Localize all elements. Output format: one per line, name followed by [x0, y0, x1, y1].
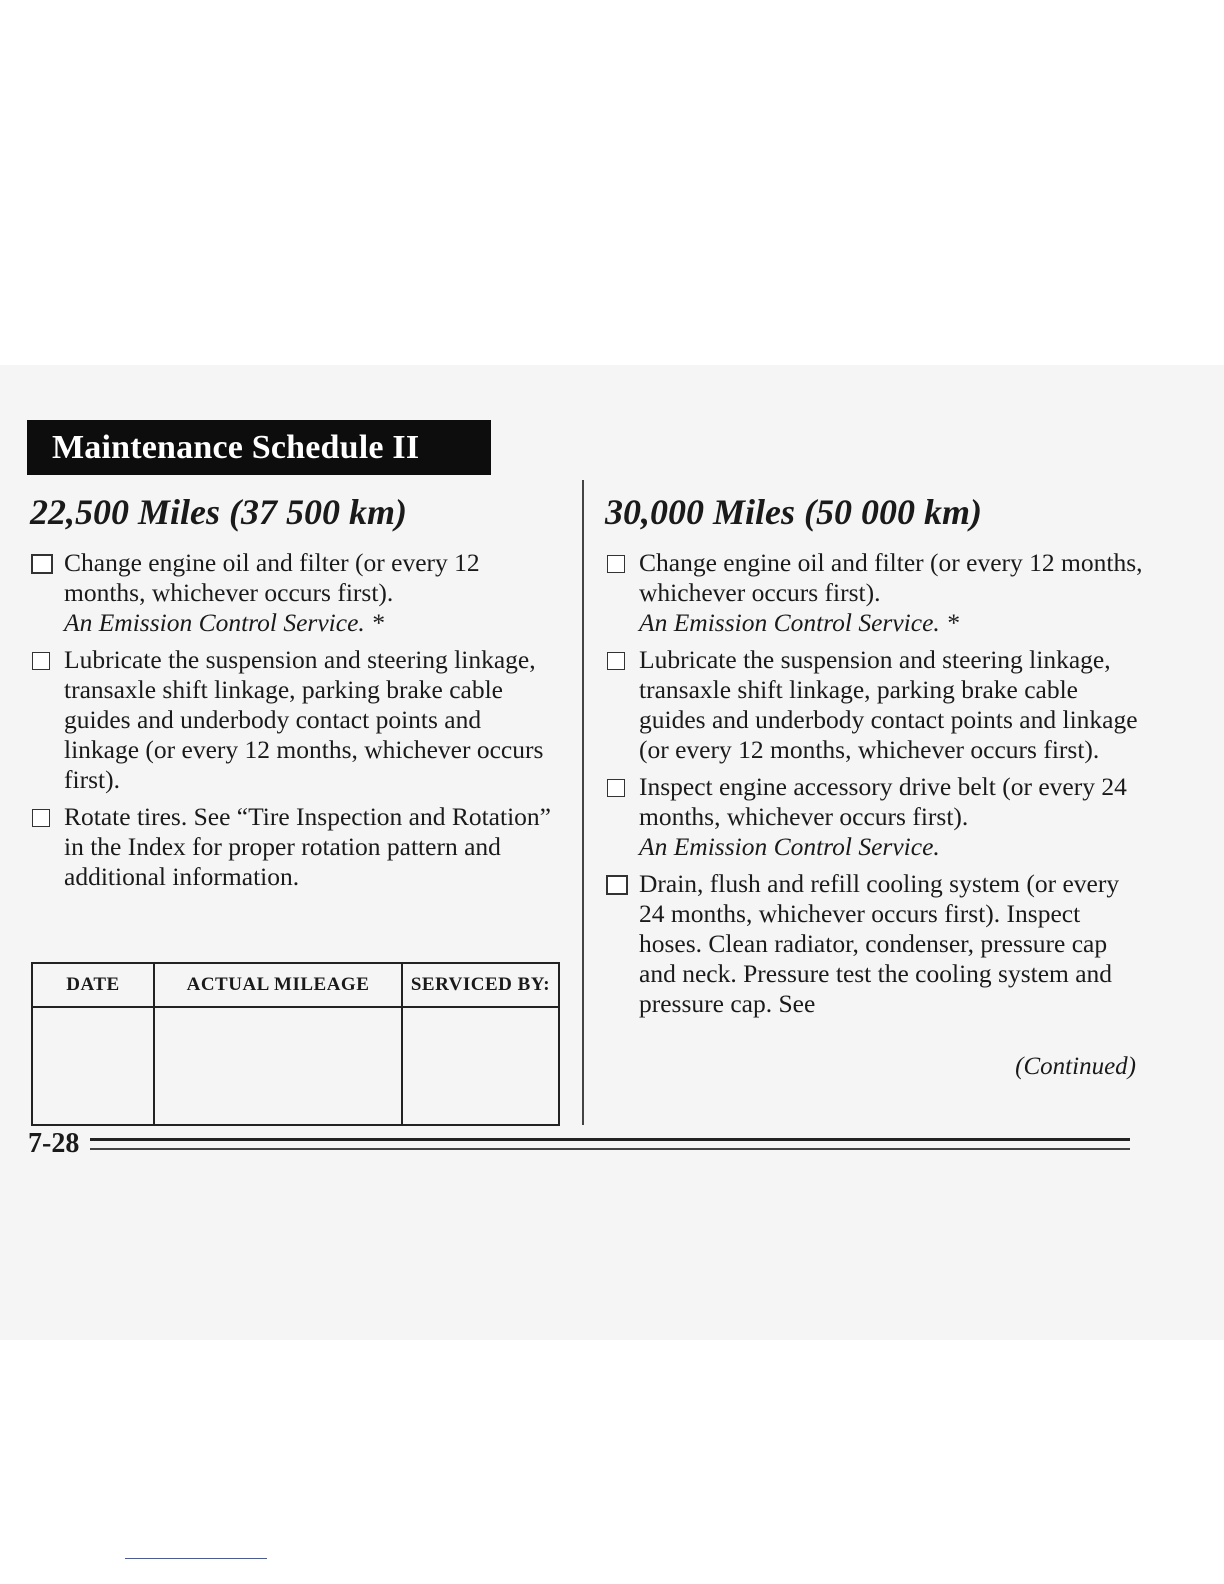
- right-mileage-heading: 30,000 Miles (50 000 km): [605, 492, 982, 532]
- item-note: An Emission Control Service. *: [639, 608, 959, 637]
- checklist-item: [30, 645, 560, 795]
- right-column: [605, 490, 1145, 1026]
- item-text: Change engine oil and filter (or every 12 months, whichever occurs first).: [639, 548, 1143, 607]
- left-column: [30, 490, 560, 899]
- checklist-item: [605, 869, 1145, 1019]
- checklist-item: [30, 802, 560, 892]
- item-text: Rotate tires. See “Tire Inspection and Rotation” in the Index for proper rotation pattern and additional information.: [64, 802, 551, 891]
- item-text: Inspect engine accessory drive belt (or every 24 months, whichever occurs first).: [639, 772, 1127, 831]
- checklist-item: [605, 548, 1145, 638]
- continued-label: (Continued): [1015, 1053, 1136, 1080]
- table-row: [32, 1007, 559, 1125]
- checkbox[interactable]: [606, 875, 628, 895]
- date-header: DATE: [32, 963, 154, 1007]
- date-cell[interactable]: [32, 1007, 154, 1125]
- checkbox[interactable]: [32, 652, 50, 670]
- table-header-row: [32, 963, 559, 1007]
- service-log-table: [31, 962, 560, 1126]
- item-note: An Emission Control Service.: [639, 832, 940, 861]
- footer-rule-thin: [90, 1148, 1130, 1150]
- bottom-link-underline: [125, 1558, 267, 1559]
- item-text: Change engine oil and filter (or every 12 months, whichever occurs first).: [64, 548, 480, 607]
- checklist-item: [30, 548, 560, 638]
- item-note: An Emission Control Service. *: [64, 608, 384, 637]
- item-text: Drain, flush and refill cooling system (or every 24 months, whichever occurs first). Inspect hoses. Clean radiator, condenser, pressure cap and neck. Pressure test the cooling system and pressure cap. See: [639, 869, 1120, 1018]
- item-text: Lubricate the suspension and steering linkage, transaxle shift linkage, parking brake cable guides and underbody contact points and linkage (or every 12 months, whichever occurs first).: [64, 645, 544, 794]
- checkbox[interactable]: [31, 554, 53, 574]
- checkbox[interactable]: [607, 779, 625, 797]
- checkbox[interactable]: [32, 809, 50, 827]
- column-divider: [582, 480, 584, 1125]
- checklist-item: [605, 772, 1145, 862]
- checkbox[interactable]: [607, 652, 625, 670]
- checklist-item: [605, 645, 1145, 765]
- left-mileage-heading: 22,500 Miles (37 500 km): [30, 492, 407, 532]
- serviced-by-cell[interactable]: [402, 1007, 559, 1125]
- checkbox[interactable]: [607, 555, 625, 573]
- serviced-by-header: SERVICED BY:: [402, 963, 559, 1007]
- actual-mileage-header: ACTUAL MILEAGE: [154, 963, 402, 1007]
- section-title: Maintenance Schedule II: [27, 420, 491, 475]
- page-number: 7-28: [28, 1128, 80, 1159]
- footer-rule: [90, 1138, 1130, 1141]
- item-text: Lubricate the suspension and steering linkage, transaxle shift linkage, parking brake cable guides and underbody contact points and linkage (or every 12 months, whichever occurs first).: [639, 645, 1138, 764]
- mileage-cell[interactable]: [154, 1007, 402, 1125]
